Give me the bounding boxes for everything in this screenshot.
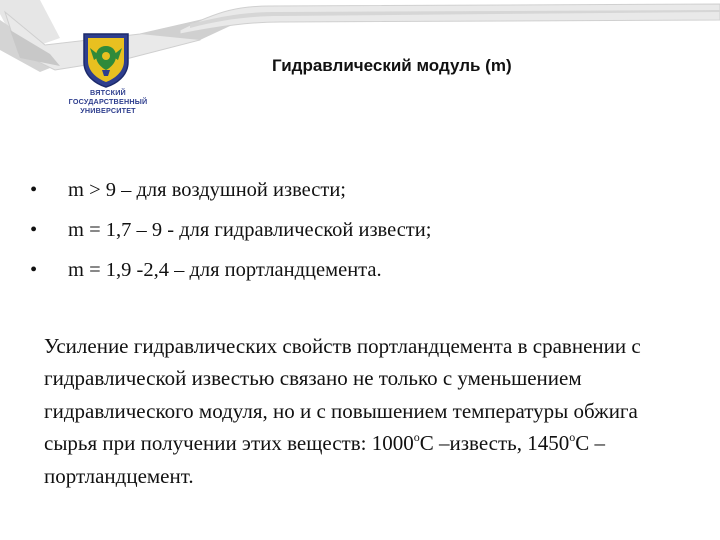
bullet-icon: • — [30, 259, 38, 281]
university-name-line-1: ВЯТСКИЙ — [90, 88, 126, 97]
list-item — [26, 170, 431, 210]
university-name — [58, 88, 158, 115]
bullet-icon: • — [30, 219, 38, 241]
bullet-icon: • — [30, 179, 38, 201]
body-paragraph — [44, 330, 694, 492]
university-name-line-3: УНИВЕРСИТЕТ — [80, 106, 136, 115]
bullet-text: m = 1,9 -2,4 – для портландцемента. — [68, 259, 382, 281]
bullet-text: m > 9 – для воздушной извести; — [68, 179, 346, 201]
university-name-line-2: ГОСУДАРСТВЕННЫЙ — [68, 97, 148, 106]
slide-title: Гидравлический модуль (m) — [272, 56, 512, 75]
paragraph-text-2: С –известь, 1450 — [419, 431, 570, 456]
list-item — [26, 250, 431, 290]
list-item — [26, 210, 431, 250]
bullet-list — [26, 170, 431, 290]
paragraph-text-3: С – портландцемент. — [44, 431, 606, 488]
degree-superscript-1: о — [413, 430, 420, 445]
paragraph-text-1: Усиление гидравлических свойств портландцемента в сравнении с гидравлической известью связано не только с уменьшением гидравлического модуля, но и с повышением температуры обжига сырья при получении этих веществ: 1000 — [44, 334, 641, 456]
degree-superscript-2: о — [569, 430, 576, 445]
header-ribbon-right — [180, 0, 720, 34]
bullet-text: m = 1,7 – 9 - для гидравлической извести; — [68, 219, 432, 241]
university-crest-icon — [80, 30, 132, 88]
